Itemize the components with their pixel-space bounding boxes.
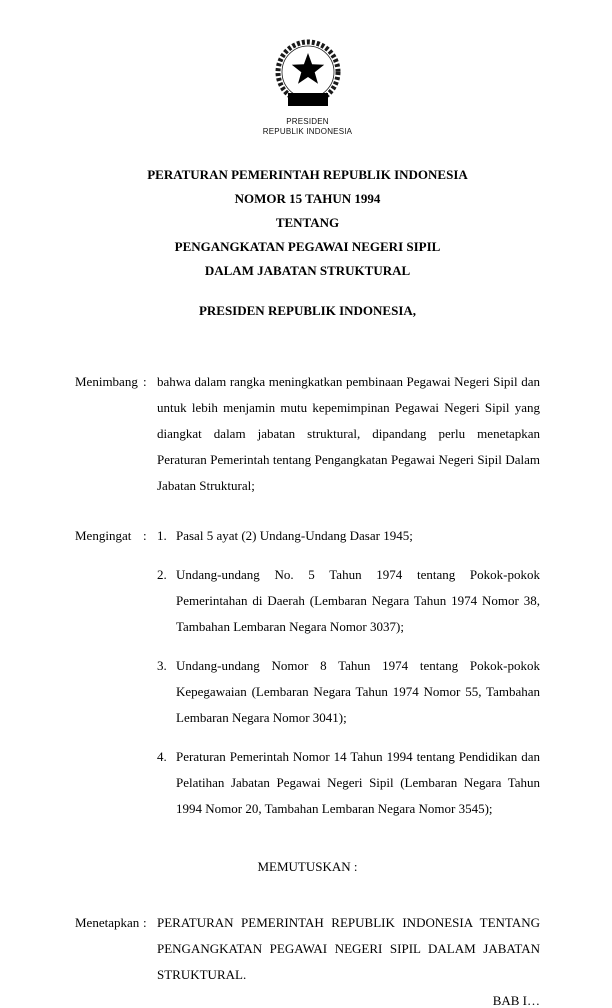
menimbang-text: bahwa dalam rangka meningkatkan pembinaan Pegawai Negeri Sipil dan untuk lebih menjamin mutu kepemimpinan Pegawai Negeri Sipil yang diangkat dalam jabatan struktural, dipandang perlu menetapkan Peraturan Pemerintah tentang Pengangkatan Pegawai Negeri Sipil Dalam Jabatan Struktural;: [157, 374, 540, 493]
title-line-2: NOMOR 15 TAHUN 1994: [234, 191, 381, 206]
mengingat-list: [157, 523, 540, 822]
list-item-number: 4.: [157, 749, 167, 764]
presidential-star-emblem-icon: [269, 36, 347, 108]
letterhead: [75, 36, 540, 137]
section-colon: :: [143, 915, 147, 930]
section-mengingat: [75, 523, 540, 822]
title-line-3: TENTANG: [275, 215, 340, 230]
title-line-5: DALAM JABATAN STRUKTURAL: [204, 263, 411, 278]
section-label: Menetapkan: [75, 915, 140, 930]
section-label: Menimbang: [75, 374, 138, 389]
list-item: [157, 562, 540, 640]
section-menetapkan: [75, 910, 540, 988]
list-item-text: Undang-undang No. 5 Tahun 1974 tentang Pokok-pokok Pemerintahan di Daerah (Lembaran Negara Tahun 1974 Nomor 38, Tambahan Lembaran Negara Nomor 3037);: [176, 567, 540, 634]
section-label: Mengingat: [75, 528, 132, 543]
list-item-text: Pasal 5 ayat (2) Undang-Undang Dasar 1945;: [176, 528, 413, 543]
list-item-number: 1.: [157, 528, 167, 543]
title-line-4: PENGANGKATAN PEGAWAI NEGERI SIPIL: [174, 239, 441, 254]
memutuskan-heading: MEMUTUSKAN :: [257, 859, 358, 874]
continuation-marker: BAB I…: [492, 993, 540, 1008]
title-line-1: PERATURAN PEMERINTAH REPUBLIK INDONESIA: [147, 167, 468, 182]
list-item: [157, 523, 540, 549]
list-item-text: Peraturan Pemerintah Nomor 14 Tahun 1994 tentang Pendidikan dan Pelatihan Jabatan Pegawai Negeri Sipil (Lembaran Negara Tahun 1994 Nomor 20, Tambahan Lembaran Negara Nomor 3545);: [176, 749, 540, 816]
list-item-text: Undang-undang Nomor 8 Tahun 1974 tentang Pokok-pokok Kepegawaian (Lembaran Negara Tahun 1974 Nomor 55, Tambahan Lembaran Negara Nomor 3041);: [176, 658, 540, 725]
letterhead-line-presiden: PRESIDEN: [286, 117, 329, 126]
salutation: PRESIDEN REPUBLIK INDONESIA,: [198, 303, 417, 318]
list-item: [157, 744, 540, 822]
section-menimbang: [75, 369, 540, 499]
list-item-number: 2.: [157, 567, 167, 582]
list-item-number: 3.: [157, 658, 167, 673]
section-colon: :: [143, 528, 147, 543]
letterhead-caption: [75, 117, 540, 137]
section-colon: :: [143, 374, 147, 389]
letterhead-line-republik: REPUBLIK INDONESIA: [262, 127, 353, 136]
menetapkan-text: PERATURAN PEMERINTAH REPUBLIK INDONESIA TENTANG PENGANGKATAN PEGAWAI NEGERI SIPIL DALAM JABATAN STRUKTURAL.: [157, 915, 540, 982]
list-item: [157, 653, 540, 731]
document-title: [75, 163, 540, 283]
